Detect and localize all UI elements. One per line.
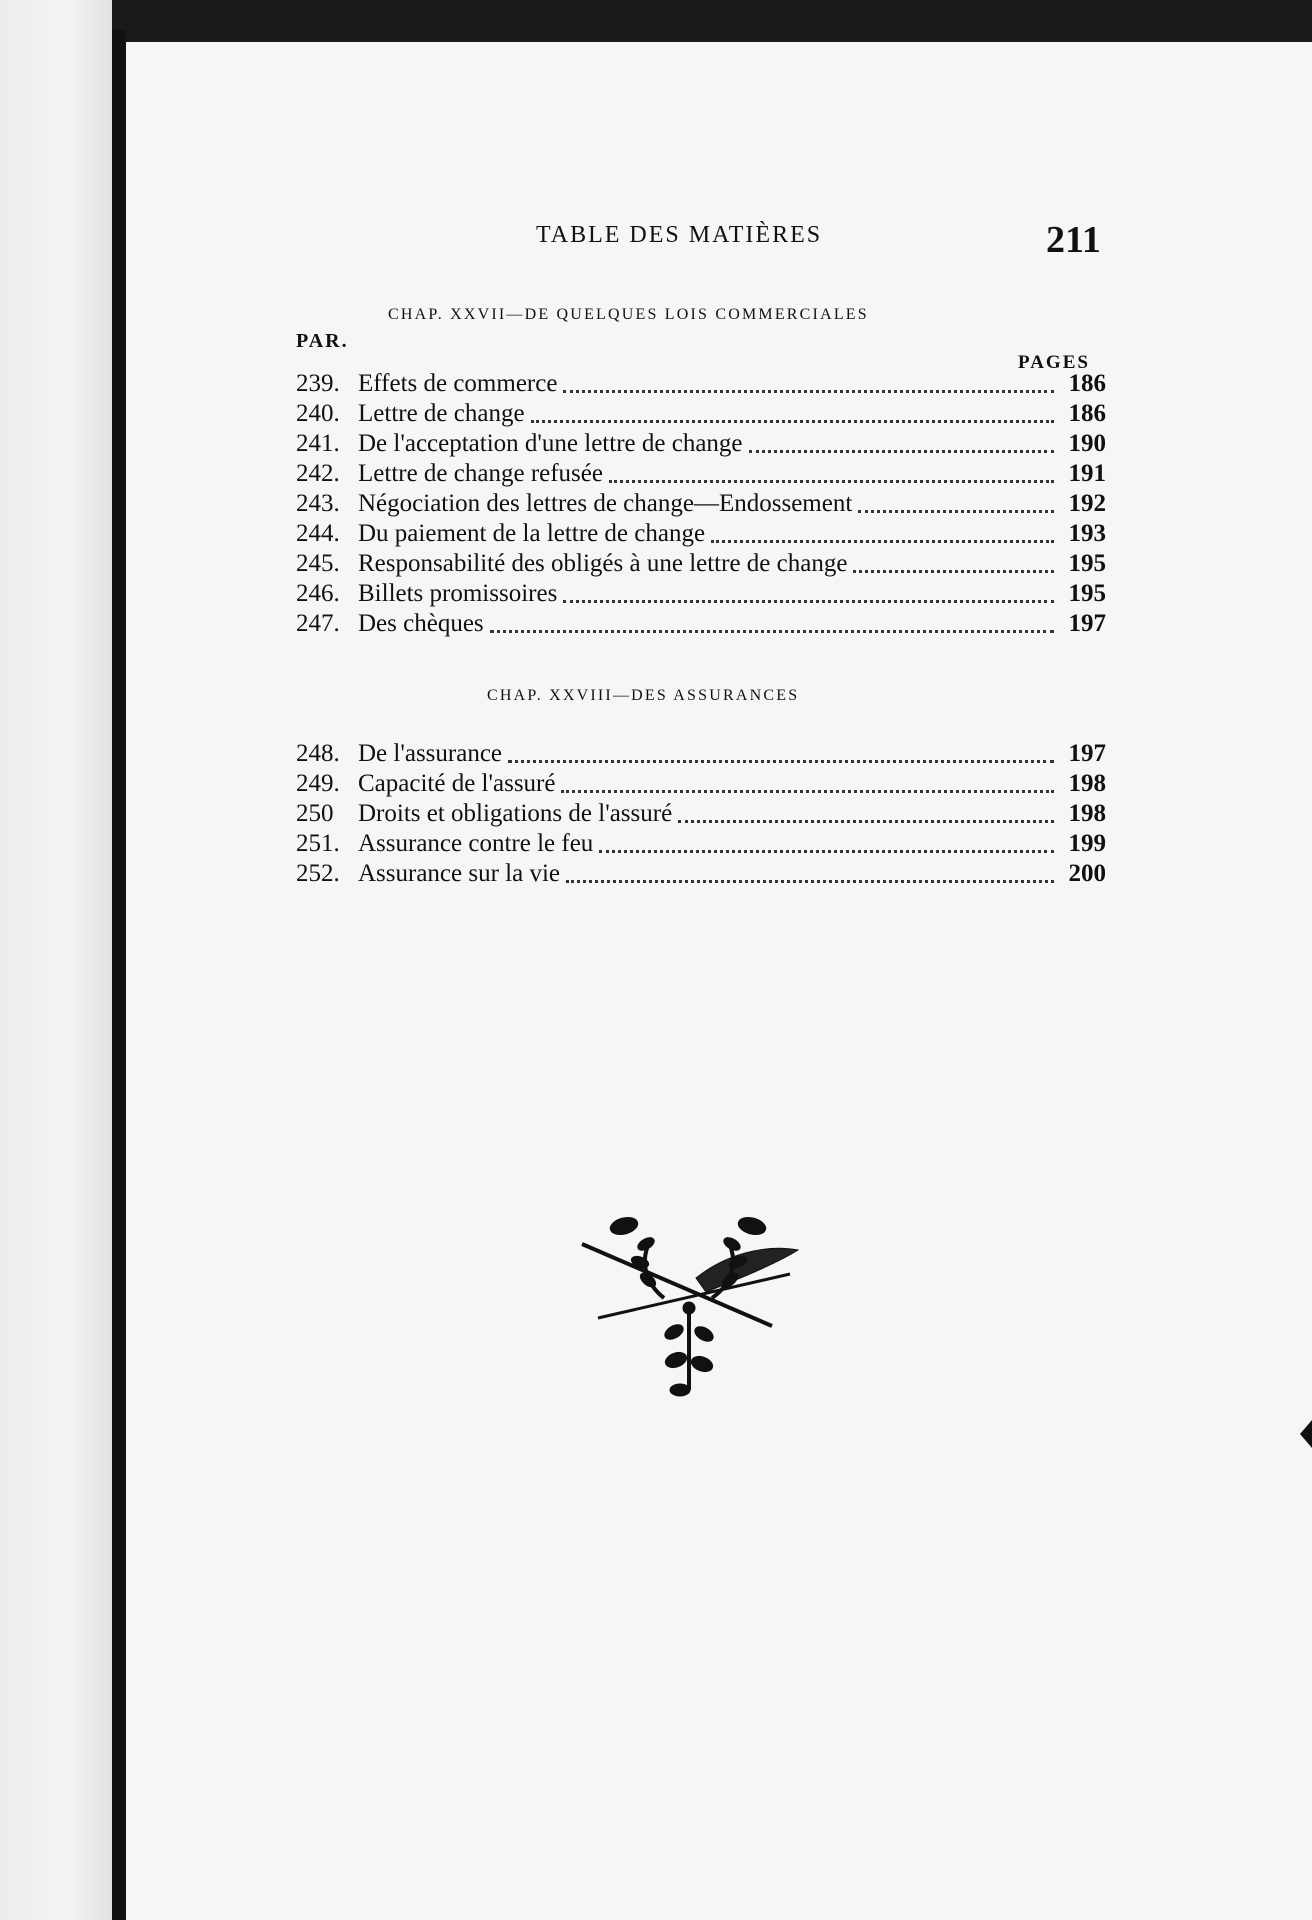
entry-number: 247. [296, 610, 340, 637]
entry-number: 251. [296, 830, 340, 857]
toc-entry [296, 520, 1106, 550]
entry-number: 239. [296, 370, 340, 397]
dot-leader [853, 570, 1054, 573]
page-edge-mark [1300, 1420, 1312, 1448]
entry-number: 246. [296, 580, 340, 607]
entry-number: 248. [296, 740, 340, 767]
entry-title: Lettre de change [358, 400, 525, 427]
entry-page: 198 [1068, 800, 1106, 827]
dot-leader [609, 480, 1054, 483]
dot-leader [711, 540, 1054, 543]
entry-page: 198 [1068, 770, 1106, 797]
entry-page: 192 [1068, 490, 1106, 517]
entry-number: 244. [296, 520, 340, 547]
entry-number: 252. [296, 860, 340, 887]
dot-leader [490, 630, 1054, 633]
running-header-title: TABLE DES MATIÈRES [536, 222, 823, 248]
dot-leader [561, 790, 1054, 793]
dot-leader [599, 850, 1054, 853]
dot-leader [508, 760, 1054, 763]
toc-entry [296, 740, 1106, 770]
entry-page: 186 [1068, 400, 1106, 427]
toc-list-chapter-xxviii [296, 740, 1106, 890]
book-gutter [112, 30, 126, 1920]
toc-entry [296, 580, 1106, 610]
entry-page: 200 [1068, 860, 1106, 887]
entry-page: 191 [1068, 460, 1106, 487]
page-number: 211 [1046, 219, 1101, 261]
chapter-heading: CHAP. XXVII—DE QUELQUES LOIS COMMERCIALES [388, 306, 869, 323]
toc-entry [296, 370, 1106, 400]
dot-leader [749, 450, 1054, 453]
entry-title: Lettre de change refusée [358, 460, 603, 487]
entry-title: De l'assurance [358, 740, 503, 767]
facing-page-margin [0, 0, 112, 1920]
entry-title: Des chèques [358, 610, 484, 637]
entry-title: Responsabilité des obligés à une lettre de change [358, 550, 848, 577]
toc-entry [296, 610, 1106, 640]
entry-title: Effets de commerce [358, 370, 558, 397]
dot-leader [563, 600, 1054, 603]
par-column-label: PAR. [296, 330, 349, 352]
toc-entry [296, 550, 1106, 580]
toc-entry [296, 770, 1106, 800]
entry-number: 249. [296, 770, 340, 797]
entry-page: 199 [1068, 830, 1106, 857]
toc-entry [296, 490, 1106, 520]
entry-page: 195 [1068, 550, 1106, 577]
entry-page: 197 [1068, 740, 1106, 767]
entry-title: Droits et obligations de l'assuré [358, 800, 673, 827]
toc-entry [296, 400, 1106, 430]
entry-number: 240. [296, 400, 340, 427]
entry-title: Capacité de l'assuré [358, 770, 556, 797]
dot-leader [858, 510, 1054, 513]
entry-page: 195 [1068, 580, 1106, 607]
dot-leader [531, 420, 1054, 423]
entry-page: 190 [1068, 430, 1106, 457]
entry-title: Négociation des lettres de change—Endossement [358, 490, 853, 517]
dot-leader [678, 820, 1054, 823]
toc-entry [296, 800, 1106, 830]
entry-number: 243. [296, 490, 340, 517]
laurel-quill-sword-ornament-icon [576, 1214, 802, 1404]
dot-leader [566, 880, 1054, 883]
entry-title: Billets promissoires [358, 580, 558, 607]
entry-page: 197 [1068, 610, 1106, 637]
entry-number: 250 [296, 800, 334, 827]
entry-title: Assurance contre le feu [358, 830, 594, 857]
toc-entry [296, 830, 1106, 860]
entry-number: 245. [296, 550, 340, 577]
toc-entry [296, 430, 1106, 460]
dot-leader [563, 390, 1054, 393]
pages-column-label: PAGES [1018, 352, 1090, 373]
toc-entry [296, 460, 1106, 490]
entry-page: 193 [1068, 520, 1106, 547]
entry-title: De l'acceptation d'une lettre de change [358, 430, 743, 457]
entry-title: Assurance sur la vie [358, 860, 561, 887]
entry-number: 241. [296, 430, 340, 457]
chapter-heading: CHAP. XXVIII—DES ASSURANCES [487, 687, 800, 704]
entry-number: 242. [296, 460, 340, 487]
toc-entry [296, 860, 1106, 890]
entry-title: Du paiement de la lettre de change [358, 520, 706, 547]
entry-page: 186 [1068, 370, 1106, 397]
toc-list-chapter-xxvii [296, 370, 1106, 640]
